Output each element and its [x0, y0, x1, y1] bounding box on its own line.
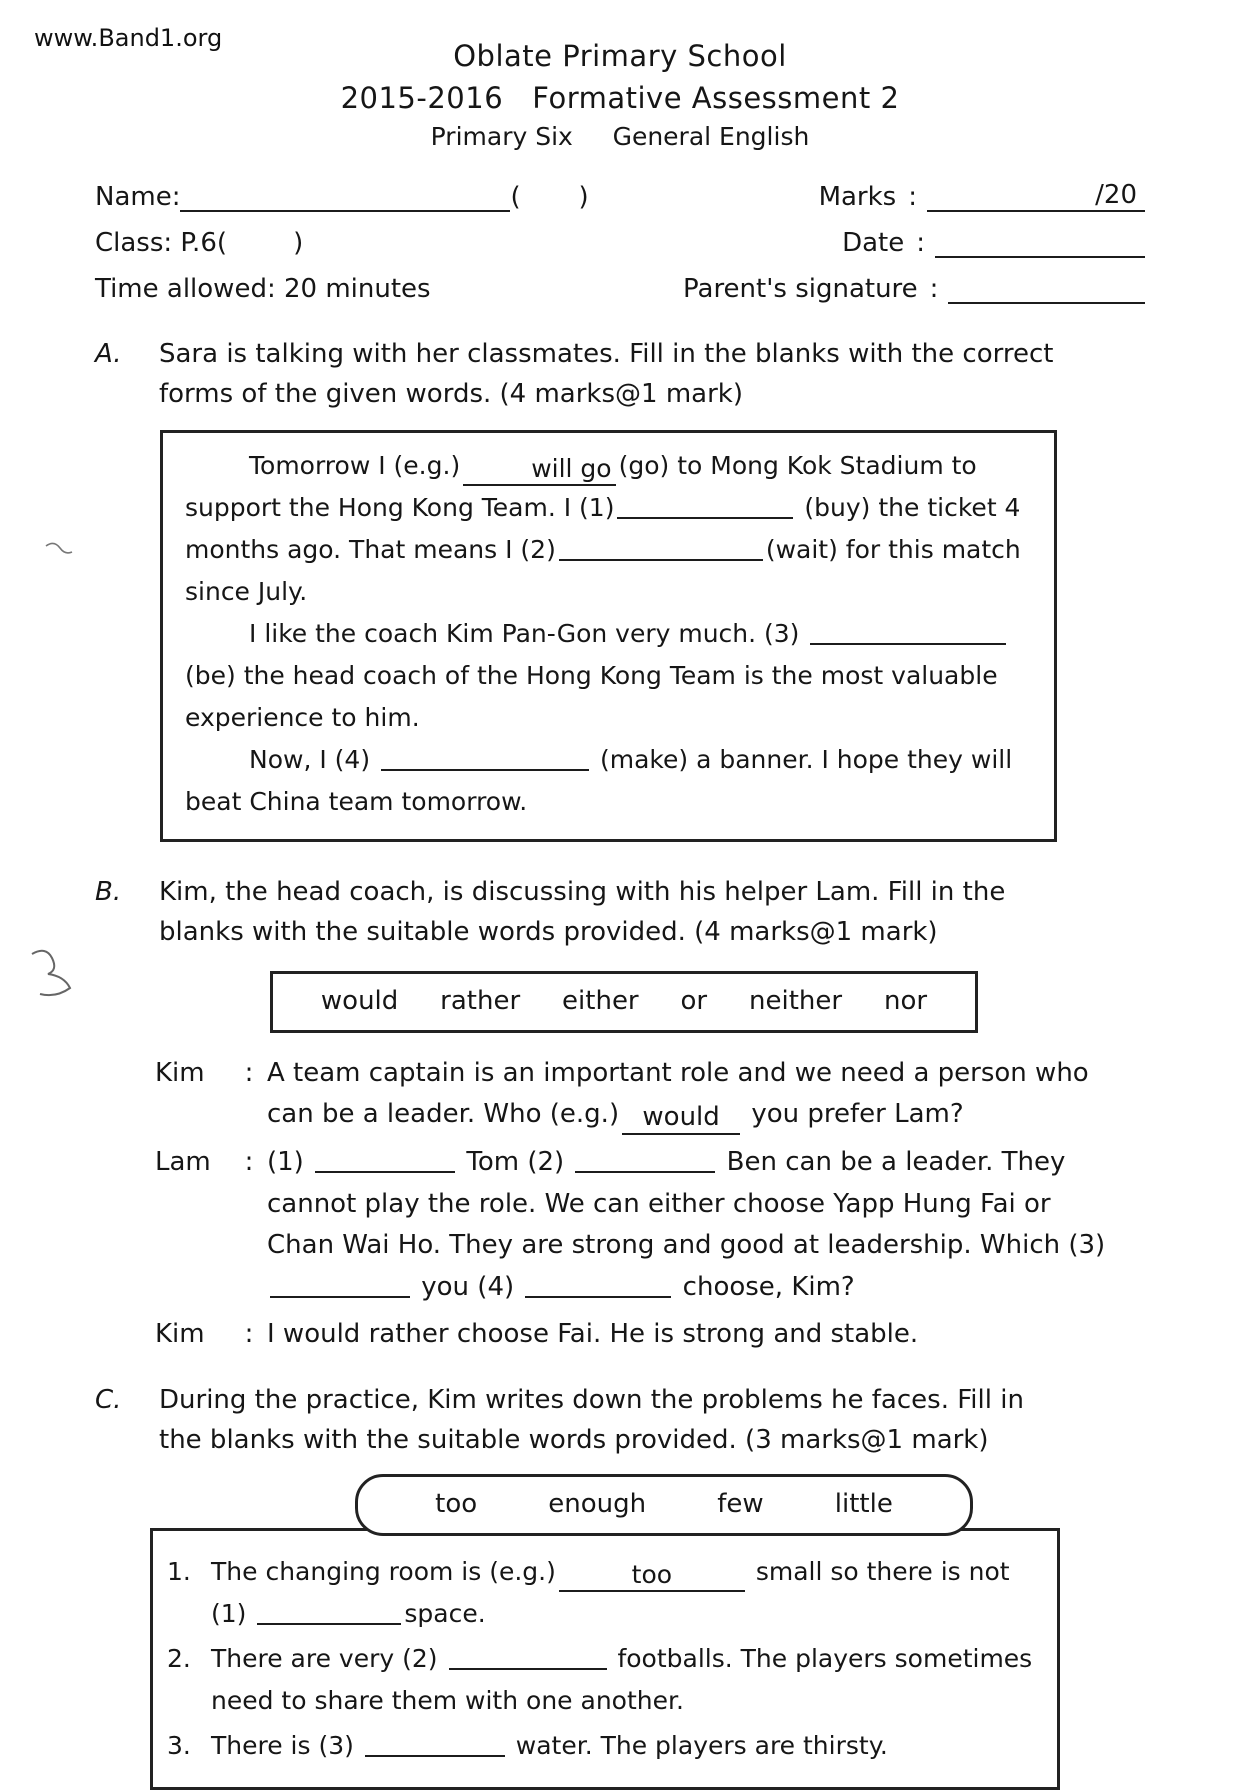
text-run: (go) to Mong Kok Stadium to support the Hong Kong Team. I (1)	[185, 451, 977, 523]
time-field-row	[95, 272, 683, 304]
name-label: Name:	[95, 181, 181, 212]
problem-item	[167, 1551, 1039, 1634]
word-bank-item: little	[834, 1489, 893, 1520]
problem-item	[167, 1638, 1039, 1721]
answer-blank	[617, 517, 793, 519]
problem-item	[167, 1725, 1039, 1767]
text-run: water. The players are thirsty.	[507, 1731, 888, 1761]
scan-squiggle-mark	[26, 948, 74, 1008]
marks-total: /20	[1095, 179, 1137, 210]
text-run: (be) the head coach of the Hong Kong Team is the most valuable experience to him.	[185, 661, 998, 733]
answer-blank	[257, 1623, 401, 1625]
word-bank-item: neither	[749, 985, 843, 1016]
item-number: 1.	[167, 1557, 191, 1587]
answer-blank	[575, 1171, 715, 1173]
marks-label: Marks	[818, 181, 897, 212]
text-run: Tom (2)	[458, 1146, 573, 1177]
answer-blank	[449, 1668, 607, 1670]
item-number: 3.	[167, 1731, 191, 1761]
passage-paragraph	[185, 445, 1032, 613]
item-text	[211, 1725, 1039, 1767]
name-paren: ( )	[510, 181, 589, 212]
dialogue-text	[267, 1314, 1120, 1356]
marks-field-row	[683, 180, 1145, 212]
section-a-label: A.	[95, 338, 122, 369]
class-label: Class: P.6( )	[95, 227, 304, 258]
word-bank-item: or	[680, 985, 708, 1016]
dialogue-turn	[155, 1314, 1120, 1356]
text-run: Ben can be a leader. They cannot play the role. We can either choose Yapp Hung Fai or Chan Wai Ho. They are strong and good at leadership. Which (3)	[267, 1146, 1106, 1261]
date-colon: :	[916, 227, 925, 258]
date-blank-line	[935, 226, 1145, 258]
item-text	[211, 1638, 1039, 1721]
section-a-heading	[95, 334, 1057, 415]
passage-paragraph	[185, 739, 1032, 823]
dialogue-turn	[155, 1142, 1120, 1308]
item-text	[211, 1551, 1039, 1634]
answer-blank	[365, 1755, 505, 1757]
text-run: (wait) for this match since July.	[185, 535, 1021, 607]
date-label: Date	[842, 227, 905, 258]
time-allowed-label: Time allowed: 20 minutes	[95, 273, 431, 304]
section-b-heading	[95, 872, 1057, 953]
text-run: A team captain is an important role and we need a person who can be a leader. Who (e.g.)	[267, 1057, 1089, 1130]
speaker-name: Kim	[155, 1319, 205, 1350]
text-run: you prefer Lam?	[743, 1099, 964, 1130]
answer-blank: would	[622, 1103, 740, 1135]
answer-blank: too	[559, 1561, 745, 1592]
signature-blank-line	[948, 272, 1145, 304]
item-number: 2.	[167, 1644, 191, 1674]
speaker-name: Lam	[155, 1146, 211, 1177]
signature-field-row	[683, 272, 1145, 304]
dialogue-turn	[155, 1053, 1120, 1136]
text-run: you (4)	[413, 1271, 523, 1302]
passage-paragraph	[185, 613, 1032, 739]
section-c-heading	[95, 1380, 1057, 1461]
text-run: space.	[404, 1598, 486, 1628]
dialogue-text	[267, 1053, 1120, 1136]
answer-blank	[381, 769, 589, 771]
text-run: Tomorrow I (e.g.)	[249, 451, 461, 481]
answer-blank	[810, 643, 1006, 645]
text-run: (make) a banner. I hope they will beat China team tomorrow.	[185, 745, 1013, 817]
name-field-row	[95, 180, 683, 212]
text-run: The changing room is (e.g.)	[211, 1557, 556, 1587]
section-c-label: C.	[95, 1384, 122, 1415]
word-bank-item: either	[562, 985, 639, 1016]
speaker-colon: :	[244, 1319, 254, 1350]
class-field-row	[95, 226, 683, 258]
text-run: There are very (2)	[211, 1644, 446, 1674]
text-run: There is (3)	[211, 1731, 362, 1761]
word-bank-item: rather	[440, 985, 521, 1016]
speaker-name: Kim	[155, 1057, 205, 1088]
word-bank-item: nor	[883, 985, 928, 1016]
section-b-dialogue	[155, 1053, 1120, 1356]
info-block	[95, 180, 1145, 304]
section-a-instruction: Sara is talking with her classmates. Fill in the blanks with the correct forms of the given words. (4 marks@1 mark)	[159, 338, 1054, 409]
signature-colon: :	[929, 273, 939, 304]
section-c-word-bank	[355, 1474, 973, 1536]
text-run: I would rather choose Fai. He is strong and stable.	[267, 1319, 919, 1350]
text-run: I like the coach Kim Pan-Gon very much. (3)	[249, 619, 808, 649]
answer-blank	[559, 559, 763, 561]
speaker-colon: :	[244, 1057, 254, 1088]
word-bank-item: enough	[548, 1489, 647, 1520]
text-run: small so there is not (1)	[211, 1557, 1010, 1628]
section-c-instruction: During the practice, Kim writes down the problems he faces. Fill in the blanks with the suitable words provided. (3 marks@1 mark)	[159, 1384, 1024, 1456]
word-bank-item: would	[320, 985, 399, 1016]
scan-squiggle-mark	[42, 538, 82, 578]
section-b-word-bank	[270, 971, 978, 1033]
subject-line: Primary Six General English	[430, 122, 810, 152]
section-a-passage-box	[160, 430, 1057, 842]
word-bank-item: too	[435, 1489, 478, 1520]
speaker-colon: :	[244, 1146, 254, 1177]
answer-blank	[525, 1296, 671, 1298]
answer-blank: will go	[463, 455, 615, 486]
date-field-row	[683, 226, 1145, 258]
word-bank-item: few	[717, 1489, 764, 1520]
watermark-url: www.Band1.org	[34, 24, 223, 52]
assessment-title: 2015-2016 Formative Assessment 2	[340, 80, 900, 115]
marks-blank-line	[927, 180, 1145, 212]
text-run: Now, I (4)	[249, 745, 379, 775]
name-blank-line	[180, 180, 510, 212]
text-run: (1)	[267, 1146, 313, 1177]
text-run: (buy) the ticket 4 months ago. That means I (2)	[185, 493, 1021, 565]
signature-label: Parent's signature	[683, 273, 918, 304]
section-b-label: B.	[95, 877, 122, 908]
section-b-instruction: Kim, the head coach, is discussing with his helper Lam. Fill in the blanks with the suitable words provided. (4 marks@1 mark)	[159, 877, 1006, 948]
answer-blank	[315, 1171, 455, 1173]
dialogue-text	[267, 1142, 1120, 1308]
school-name: Oblate Primary School	[453, 39, 787, 73]
marks-colon: :	[908, 181, 917, 212]
answer-blank	[270, 1296, 410, 1298]
text-run: choose, Kim?	[674, 1271, 855, 1302]
section-c-items-box	[150, 1528, 1060, 1790]
text-run: footballs. The players sometimes need to share them with one another.	[211, 1644, 1033, 1715]
